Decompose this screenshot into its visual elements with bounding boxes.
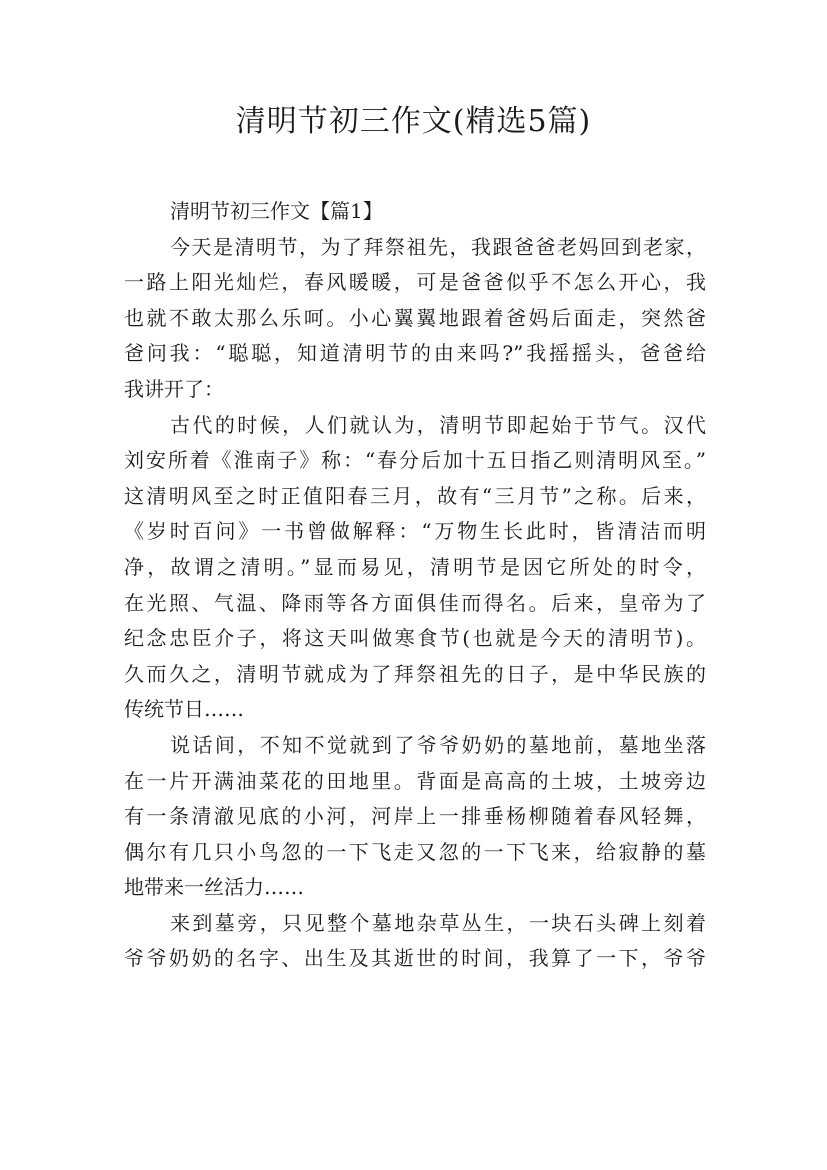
text-line: 一路上阳光灿烂，春风暖暖，可是爸爸似乎不怎么开心，我 [124,270,706,295]
text-line: 清明节初三作文【篇1】 [170,199,383,223]
text-line: 来到墓旁，只见整个墓地杂草丛生，一块石头碑上刻着 [170,910,706,935]
text-line: 也就不敢太那么乐呵。小心翼翼地跟着爸妈后面走，突然爸 [124,305,706,330]
text-line: 偶尔有几只小鸟忽的一下飞走又忽的一下飞来，给寂静的墓 [124,839,706,864]
document-body [124,194,706,977]
text-line: 《岁时百问》一书曾做解释：“万物生长此时，皆清洁而明 [124,519,706,544]
text-line: 爷爷奶奶的名字、出生及其逝世的时间，我算了一下，爷爷 [124,946,706,971]
text-line: 在一片开满油菜花的田地里。背面是高高的土坡，土坡旁边 [124,768,706,793]
text-line: 净，故谓之清明。”显而易见，清明节是因它所处的时令， [124,554,706,579]
text-line: 今天是清明节，为了拜祭祖先，我跟爸爸老妈回到老家， [170,234,706,259]
text-line: 在光照、气温、降雨等各方面俱佳而得名。后来，皇帝为了 [124,590,706,615]
text-line: 这清明风至之时正值阳春三月，故有“三月节”之称。后来， [124,483,706,508]
text-line: 古代的时候，人们就认为，清明节即起始于节气。汉代 [170,412,706,437]
text-line: 有一条清澈见底的小河，河岸上一排垂杨柳随着春风轻舞， [124,804,706,829]
text-line: 我讲开了： [124,376,224,401]
text-line: 爸问我：“聪聪，知道清明节的由来吗?”我摇摇头，爸爸给 [124,341,706,366]
text-line: 纪念忠臣介子，将这天叫做寒食节(也就是今天的清明节)。 [124,626,706,651]
text-line: 久而久之，清明节就成为了拜祭祖先的日子，是中华民族的 [124,661,706,686]
text-line: 刘安所着《淮南子》称：“春分后加十五日指乙则清明风至。” [124,448,706,473]
document-title: 清明节初三作文(精选5篇) [235,104,592,139]
text-line: 说话间，不知不觉就到了爷爷奶奶的墓地前，墓地坐落 [170,732,706,757]
text-line: 地带来一丝活力…… [124,875,304,900]
text-line: 传统节日…… [124,697,244,722]
